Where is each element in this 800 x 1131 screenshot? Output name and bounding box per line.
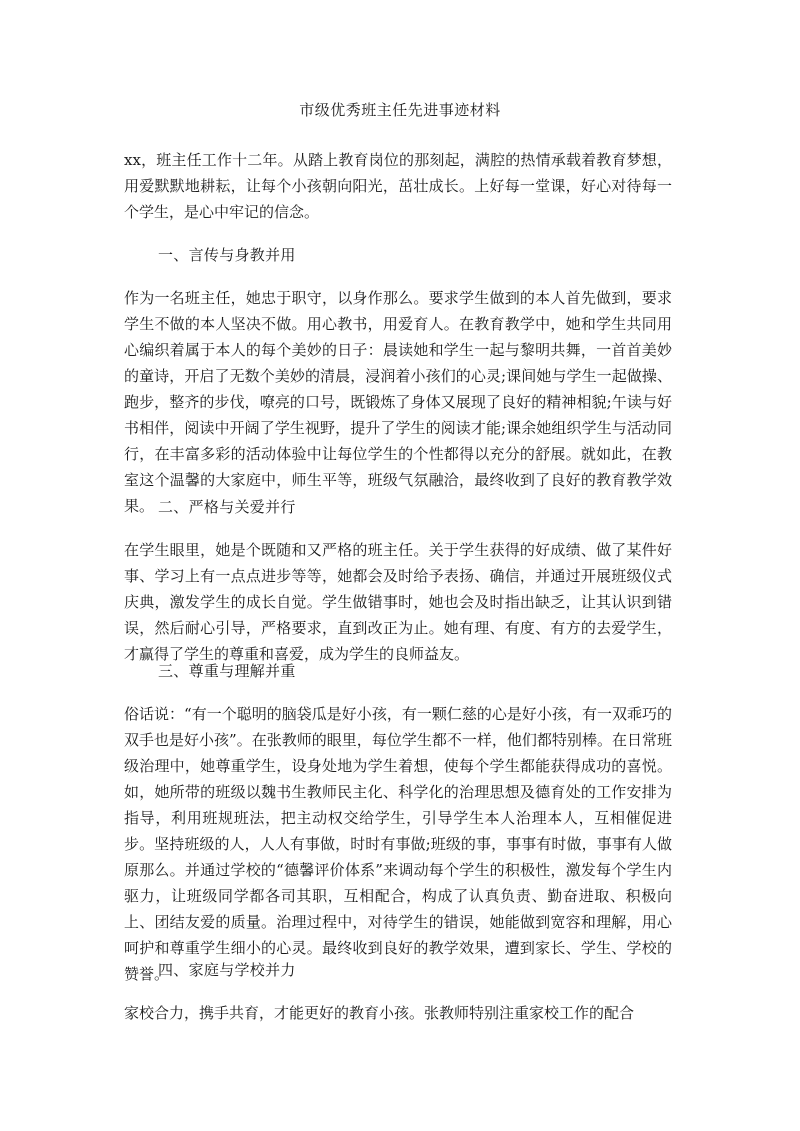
section-4-body: 家校合力，携手共育，才能更好的教育小孩。张教师特别注重家校工作的配合 xyxy=(124,1004,635,1022)
section-3-body: 俗话说：“有一个聪明的脑袋瓜是好小孩，有一颗仁慈的心是好小孩，有一双乖巧的双手也是好小孩”。在张教师的眼里，每位学生都不一样，他们都特别棒。在日常班级治理中，她尊重学生，设身处地为学生着想，使每个学生都能获得成功的喜悦。如，她所带的班级以魏书生教师民主化、科学化的治理思想及德育处的工作安排为指导，利用班规班法，把主动权交给学生，引导学生本人治理本人，互相催促进步。坚持班级的人，人人有事做，时时有事做;班级的事，事事有时做，事事有人做原那么。并通过学校的“德馨评价体系”来调动每个学生的积极性，激发每个学生内驱力，让班级同学都各司其职，互相配合，构成了认真负责、勤奋进取、积极向上、团结友爱的质量。治理过程中，对待学生的错误，她能做到宽容和理解，用心呵护和尊重学生细小的心灵。最终收到良好的教学效果，遭到家长、学生、学校的赞誉。 xyxy=(124,705,672,983)
intro-paragraph: xx，班主任工作十二年。从踏上教育岗位的那刻起，满腔的热情承载着教育梦想，用爱默默地耕耘，让每个小孩朝向阳光，茁壮成长。上好每一堂课，好心对待每一个学生，是心中牢记的信念。 xyxy=(124,151,672,221)
section-2-body: 在学生眼里，她是个既随和又严格的班主任。关于学生获得的好成绩、做了某件好事、学习上有一点点进步等等，她都会及时给予表扬、确信，并通过开展班级仪式庆典，激发学生的成长自觉。学生做错事时，她也会及时指出缺乏，让其认识到错误，然后耐心引导，严格要求，直到改正为止。她有理、有度、有方的去爱学生，才赢得了学生的尊重和喜爱，成为学生的良师益友。 xyxy=(124,541,672,663)
document-title: 市级优秀班主任先进事迹材料 xyxy=(299,101,501,119)
section-1-heading: 一、言传与身教并用 xyxy=(158,246,296,264)
section-4-heading: 四、家庭与学校并力 xyxy=(158,961,296,979)
section-1-body: 作为一名班主任，她忠于职守，以身作那么。要求学生做到的本人首先做到，要求学生不做的本人坚决不做。用心教书，用爱育人。在教育教学中，她和学生共同用心编织着属于本人的每个美妙的日子：晨读她和学生一起与黎明共舞，一首首美妙的童诗，开启了无数个美妙的清晨，浸润着小孩们的心灵;课间她与学生一起做操、跑步，整齐的步伐，嘹亮的口号，既锻炼了身体又展现了良好的精神相貌;午读与好书相伴，阅读中开阔了学生视野，提升了学生的阅读才能;课余她组织学生与活动同行，在丰富多彩的活动体验中让每位学生的个性都得以充分的舒展。就如此，在教室这个温馨的大家庭中，师生平等，班级气氛融洽，最终收到了良好的教育教学效果。 xyxy=(124,289,672,515)
section-3-heading: 三、尊重与理解并重 xyxy=(158,662,296,680)
section-2-heading: 二、严格与关爱并行 xyxy=(158,498,296,516)
